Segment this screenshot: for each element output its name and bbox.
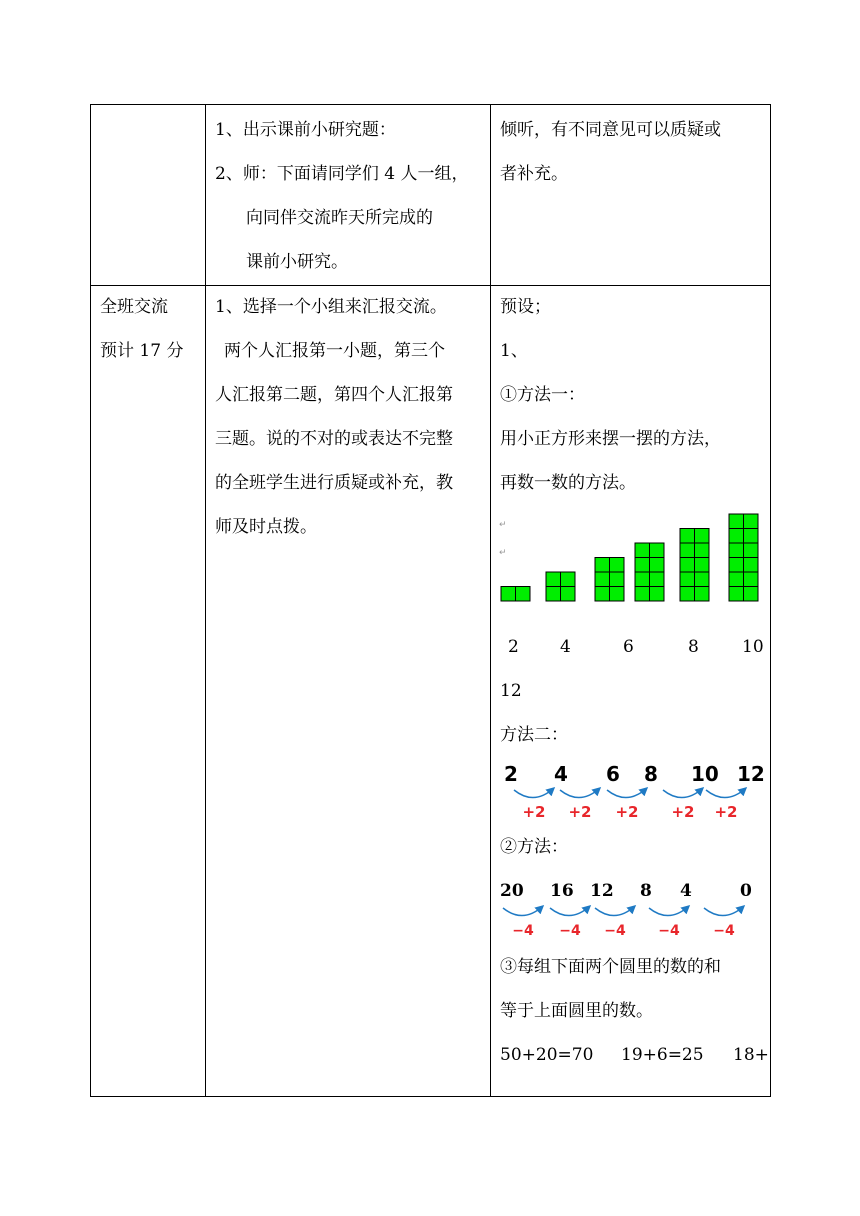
step-arrow (503, 906, 543, 916)
stage-cell (91, 105, 206, 286)
unit-square (680, 572, 695, 587)
unit-square (546, 572, 561, 587)
unit-square (595, 558, 610, 573)
step-label: −4 (559, 923, 581, 939)
square-label: 6 (623, 637, 634, 657)
square-label: 8 (688, 637, 699, 657)
paragraph-mark: ↵ (499, 548, 507, 558)
unit-square (595, 572, 610, 587)
unit-square (650, 543, 665, 558)
sequence-number: 0 (740, 881, 752, 901)
method-one-title: ①方法一： (500, 385, 585, 405)
stage-time: 预计 17 分 (100, 341, 184, 361)
unit-square (650, 558, 665, 573)
preset-line: 再数一数的方法。 (500, 473, 636, 493)
unit-square (729, 514, 744, 529)
step-label: +2 (615, 803, 639, 821)
teacher-activity-cell (206, 105, 491, 286)
teacher-line: 的全班学生进行质疑或补充，教 (215, 473, 453, 493)
plus-two-arrows (491, 786, 770, 826)
student-activity-cell (491, 286, 771, 1097)
unit-square (695, 543, 710, 558)
unit-square (744, 558, 759, 573)
unit-square (744, 529, 759, 544)
unit-square (561, 587, 576, 602)
teacher-line: 2、师：下面请同学们 4 人一组， (215, 164, 469, 184)
sequence-number: 12 (737, 762, 765, 786)
unit-square (610, 558, 625, 573)
step-arrow (649, 906, 689, 916)
step-arrow (607, 788, 647, 798)
table-row (91, 286, 771, 1097)
step-label: −4 (713, 923, 735, 939)
unit-square (729, 558, 744, 573)
step-arrow (595, 906, 635, 916)
step-label: +2 (671, 803, 695, 821)
unit-square (635, 543, 650, 558)
equation: 19+6=25 (621, 1045, 704, 1065)
teacher-line: 1、选择一个小组来汇报交流。 (215, 297, 447, 317)
unit-square (680, 529, 695, 544)
unit-square (516, 587, 531, 602)
sequence-number: 12 (590, 881, 614, 901)
unit-square (546, 587, 561, 602)
square-label: 4 (560, 637, 571, 657)
unit-square (501, 587, 516, 602)
square-group (501, 587, 530, 602)
unit-square (595, 587, 610, 602)
equation: 50+20=70 (500, 1045, 594, 1065)
unit-square (650, 572, 665, 587)
unit-square (635, 572, 650, 587)
teacher-line: 两个人汇报第一小题，第三个 (224, 341, 445, 361)
step-arrow (514, 788, 554, 798)
student-activity-cell (491, 105, 771, 286)
teacher-activity-cell (206, 286, 491, 1097)
unit-square (561, 572, 576, 587)
unit-square (650, 587, 665, 602)
sequence-number: 6 (606, 762, 620, 786)
step-label: −4 (604, 923, 626, 939)
stage-cell (91, 286, 206, 1097)
lesson-plan-table (90, 104, 771, 1097)
step-label: +2 (568, 803, 592, 821)
step-label: +2 (522, 803, 546, 821)
unit-square (680, 558, 695, 573)
sequence-number: 10 (691, 762, 719, 786)
unit-square (635, 558, 650, 573)
method-circle-two: ②方法： (500, 837, 568, 857)
square-group (635, 543, 664, 601)
unit-square (729, 543, 744, 558)
sequence-number: 4 (554, 762, 568, 786)
stage-title: 全班交流 (100, 297, 168, 317)
teacher-line: 人汇报第二题，第四个人汇报第 (215, 385, 453, 405)
paragraph-mark: ↵ (499, 520, 507, 530)
student-line: 倾听，有不同意见可以质疑或 (500, 120, 721, 140)
unit-square (680, 587, 695, 602)
step-arrow (704, 906, 744, 916)
unit-square (744, 572, 759, 587)
sequence-number: 20 (500, 881, 524, 901)
sequence-number: 16 (550, 881, 574, 901)
square-group (595, 558, 624, 602)
unit-square (695, 529, 710, 544)
square-group (680, 529, 709, 602)
unit-square (610, 587, 625, 602)
teacher-line: 三题。说的不对的或表达不完整 (215, 429, 453, 449)
unit-square (744, 587, 759, 602)
unit-square (695, 572, 710, 587)
equation: 18+ (733, 1045, 769, 1065)
table-row (91, 105, 771, 286)
student-line: 者补充。 (500, 164, 568, 184)
unit-square (744, 514, 759, 529)
square-label: 10 (742, 637, 764, 657)
sequence-number: 2 (504, 762, 518, 786)
sequence-number: 4 (680, 881, 692, 901)
step-arrow (706, 788, 746, 798)
square-group (546, 572, 575, 601)
unit-square (729, 529, 744, 544)
step-arrow (663, 788, 703, 798)
method-circle-three: ③每组下面两个圆里的数的和 (500, 957, 721, 977)
method-circle-three: 等于上面圆里的数。 (500, 1001, 653, 1021)
teacher-line: 1、出示课前小研究题： (215, 120, 396, 140)
teacher-line: 向同伴交流昨天所完成的 (246, 208, 433, 228)
sequence-number: 8 (644, 762, 658, 786)
unit-square (635, 587, 650, 602)
teacher-line: 师及时点拨。 (215, 517, 317, 537)
preset-line: 预设； (500, 297, 551, 317)
preset-line: 1、 (500, 341, 528, 361)
square-label: 12 (500, 681, 522, 701)
unit-square (744, 543, 759, 558)
step-label: +2 (714, 803, 738, 821)
teacher-line: 课前小研究。 (246, 252, 348, 272)
step-label: −4 (512, 923, 534, 939)
preset-line: 用小正方形来摆一摆的方法， (500, 429, 721, 449)
minus-four-arrows (491, 904, 770, 942)
unit-square (680, 543, 695, 558)
sequence-number: 8 (640, 881, 652, 901)
square-arrangement-figure (491, 511, 770, 607)
unit-square (729, 572, 744, 587)
square-group (729, 514, 758, 601)
step-label: −4 (658, 923, 680, 939)
step-arrow (550, 906, 590, 916)
step-arrow (560, 788, 600, 798)
unit-square (610, 572, 625, 587)
square-label: 2 (508, 637, 519, 657)
unit-square (695, 558, 710, 573)
method-two-title: 方法二： (500, 725, 568, 745)
unit-square (695, 587, 710, 602)
unit-square (729, 587, 744, 602)
